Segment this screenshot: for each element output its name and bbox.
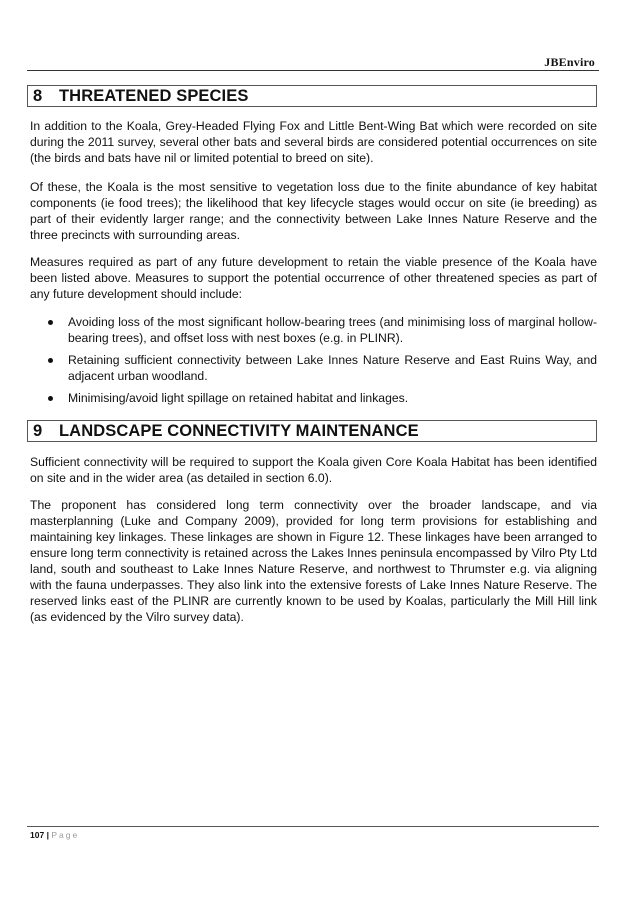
footer [30, 830, 79, 840]
section-8-paragraph-2: Of these, the Koala is the most sensitive to vegetation loss due to the finite abundance of key habitat components (ie food trees); the likelihood that key lifecycle stages would occur on site (ie breeding) as part of their evidently larger range; and the connectivity between Lake Innes Nature Reserve and the three precincts with surrounding areas. [30, 180, 597, 242]
bullet-text: Retaining sufficient connectivity between Lake Innes Nature Reserve and East Ruins Way, and adjacent urban woodland. [68, 353, 597, 383]
section-8-title: THREATENED SPECIES [59, 86, 249, 105]
header-rule [27, 70, 599, 71]
bullet-dot-icon [48, 320, 53, 325]
section-8-paragraph-1: In addition to the Koala, Grey-Headed Flying Fox and Little Bent-Wing Bat which were recorded on site during the 2011 survey, several other bats and several birds are considered potential occurrences on site (the birds and bats have nil or limited potential to breed on site). [30, 119, 597, 165]
section-9-paragraph-1: Sufficient connectivity will be required to support the Koala given Core Koala Habitat has been identified on site and in the wider area (as detailed in section 6.0). [30, 455, 597, 485]
section-8-heading [27, 85, 597, 107]
section-8-number: 8 [33, 86, 43, 105]
page-number: 107 [30, 830, 45, 840]
bullet-text: Minimising/avoid light spillage on retained habitat and linkages. [68, 391, 409, 405]
bullet-item [48, 390, 597, 406]
footer-rule [27, 826, 599, 827]
section-9-heading [27, 420, 597, 442]
section-8-paragraph-3: Measures required as part of any future development to retain the viable presence of the Koala have been listed above. Measures to support the potential occurrence of other threatened species as part of any future development should include: [30, 255, 597, 301]
header-brand: JBEnviro [544, 55, 595, 69]
bullet-item [48, 314, 597, 346]
bullet-text: Avoiding loss of the most significant hollow-bearing trees (and minimising loss of marginal hollow-bearing trees), and offset loss with nest boxes (e.g. in PLINR). [68, 315, 597, 345]
section-9-paragraph-2: The proponent has considered long term connectivity over the broader landscape, and via masterplanning (Luke and Company 2009), provided for long term provisions for establishing and maintaining key linkages. These linkages are shown in Figure 12. These linkages have been arranged to ensure long term connectivity is retained across the Lakes Innes peninsula encompassed by Vilro Pty Ltd land, south and southeast to Lake Innes Nature Reserve, and northwest to Thrumster e.g. via aligning with the fauna underpasses. They also link into the extensive forests of Lake Innes Nature Reserve. The reserved links east of the PLINR are currently known to be used by Koalas, particularly the Mill Hill link (as evidenced by the Vilro survey data). [30, 498, 597, 624]
bullet-item [48, 352, 597, 384]
section-9-number: 9 [33, 421, 43, 440]
section-8-bullet-list [48, 314, 597, 412]
page-label: Page [51, 830, 80, 840]
section-9-title: LANDSCAPE CONNECTIVITY MAINTENANCE [59, 421, 419, 440]
bullet-dot-icon [48, 358, 53, 363]
bullet-dot-icon [48, 396, 53, 401]
page-separator: | [46, 830, 49, 840]
